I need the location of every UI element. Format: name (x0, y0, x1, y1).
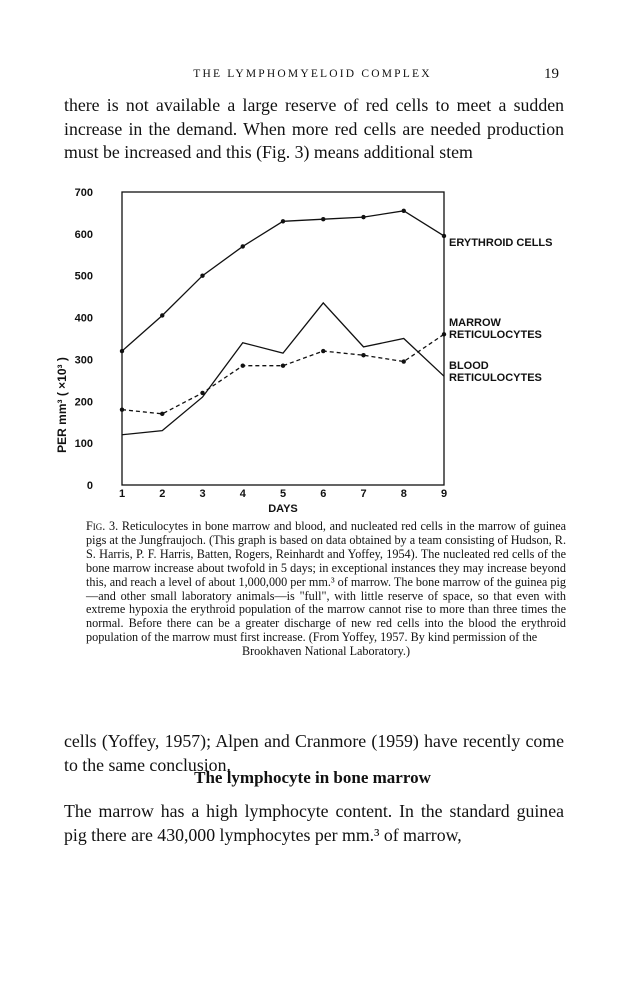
page-number: 19 (544, 66, 559, 82)
caption-text: Reticulocytes in bone marrow and blood, and nucleated red cells in the marrow of guinea pigs at the Jungfraujoch. (This graph is based on data obtained by a team consisting of Hudson, R. S. Harris, P. F. Harris, Batten, Rogers, Reinhardt and Yoffey, 1954). The nucleated red cells of the bone marrow increase about twofold in 5 days; in exceptional instances they may increase beyond this, and reach a level of about 1,000,000 per mm.³ of marrow. The bone marrow of the guinea pig—and other small laboratory animals—is "full", with little reserve of space, so that even with extreme hypoxia the erythroid population of the marrow cannot rise to more than three times the normal. Before there can be a greater discharge of new red cells into the blood the erythroid population of the marrow must first increase. (From Yoffey, 1957. By kind permission of the (86, 519, 567, 645)
x-tick-label: 9 (440, 488, 448, 500)
x-tick-label: 7 (360, 488, 367, 500)
legend-erythroid-cells: ERYTHROID CELLS (449, 237, 553, 249)
x-tick-label: 1 (118, 488, 126, 500)
x-tick-label: 5 (279, 488, 287, 500)
plot-frame (122, 192, 444, 485)
y-tick-label: 200 (74, 396, 93, 409)
y-axis-tick-labels (75, 187, 93, 492)
section-heading: The lymphocyte in bone marrow (194, 768, 431, 787)
x-axis-tick-labels (119, 488, 447, 500)
y-tick-label: 100 (74, 438, 93, 451)
y-tick-label: 500 (74, 270, 93, 283)
data-point (200, 274, 204, 278)
y-axis-label: PER mm³ ( ×10³ ) (55, 357, 69, 453)
data-point (241, 244, 245, 248)
page-header (0, 68, 625, 88)
data-point (361, 215, 365, 219)
data-point (442, 332, 446, 336)
data-point (160, 313, 164, 317)
y-tick-label: 300 (74, 354, 93, 367)
figure-caption (86, 520, 566, 659)
body-paragraph-mid: cells (Yoffey, 1957); Alpen and Cranmore (1959) have recently come to the same conclusion. (64, 731, 564, 775)
data-point (321, 349, 325, 353)
caption-label: Fig. 3. (86, 519, 119, 533)
x-axis-label: DAYS (268, 503, 298, 515)
x-tick-label: 6 (320, 488, 327, 500)
data-point (402, 209, 406, 213)
body-paragraph-top: there is not available a large reserve of red cells to meet a sudden increase in the demand. When more red cells are needed production must be increased and this (Fig. 3) means additional stem (64, 95, 564, 162)
data-point (160, 412, 164, 416)
data-point (120, 407, 124, 411)
x-tick-label: 3 (199, 488, 206, 500)
series-line-2 (122, 303, 444, 435)
x-tick-label: 2 (159, 488, 166, 500)
figure-3-chart (0, 180, 625, 515)
data-point (200, 391, 204, 395)
body-paragraph-bottom: The marrow has a high lymphocyte content. In the standard guinea pig there are 430,000 lymphocytes per mm.³ of marrow, (64, 801, 564, 845)
legend-marrow-reticulocytes: MARROW RETICULOCYTES (449, 317, 542, 341)
data-point (402, 359, 406, 363)
series-line-1 (122, 211, 444, 351)
y-tick-label: 700 (74, 187, 93, 199)
caption-text-end: Brookhaven National Laboratory.) (241, 644, 411, 659)
data-point (120, 349, 124, 353)
data-point (361, 353, 365, 357)
y-tick-label: 400 (74, 312, 93, 325)
x-tick-label: 4 (239, 488, 246, 500)
series-lines (120, 209, 446, 435)
data-point (321, 217, 325, 221)
data-point (241, 364, 245, 368)
series-line-3 (122, 334, 444, 414)
data-point (442, 234, 446, 238)
data-point (281, 364, 285, 368)
data-point (281, 219, 285, 223)
y-tick-label: 600 (74, 228, 93, 241)
y-tick-label: 0 (86, 480, 93, 492)
legend-blood-reticulocytes: BLOOD RETICULOCYTES (449, 360, 542, 384)
x-tick-label: 8 (400, 488, 407, 500)
running-title: THE LYMPHOMYELOID COMPLEX (193, 68, 432, 80)
